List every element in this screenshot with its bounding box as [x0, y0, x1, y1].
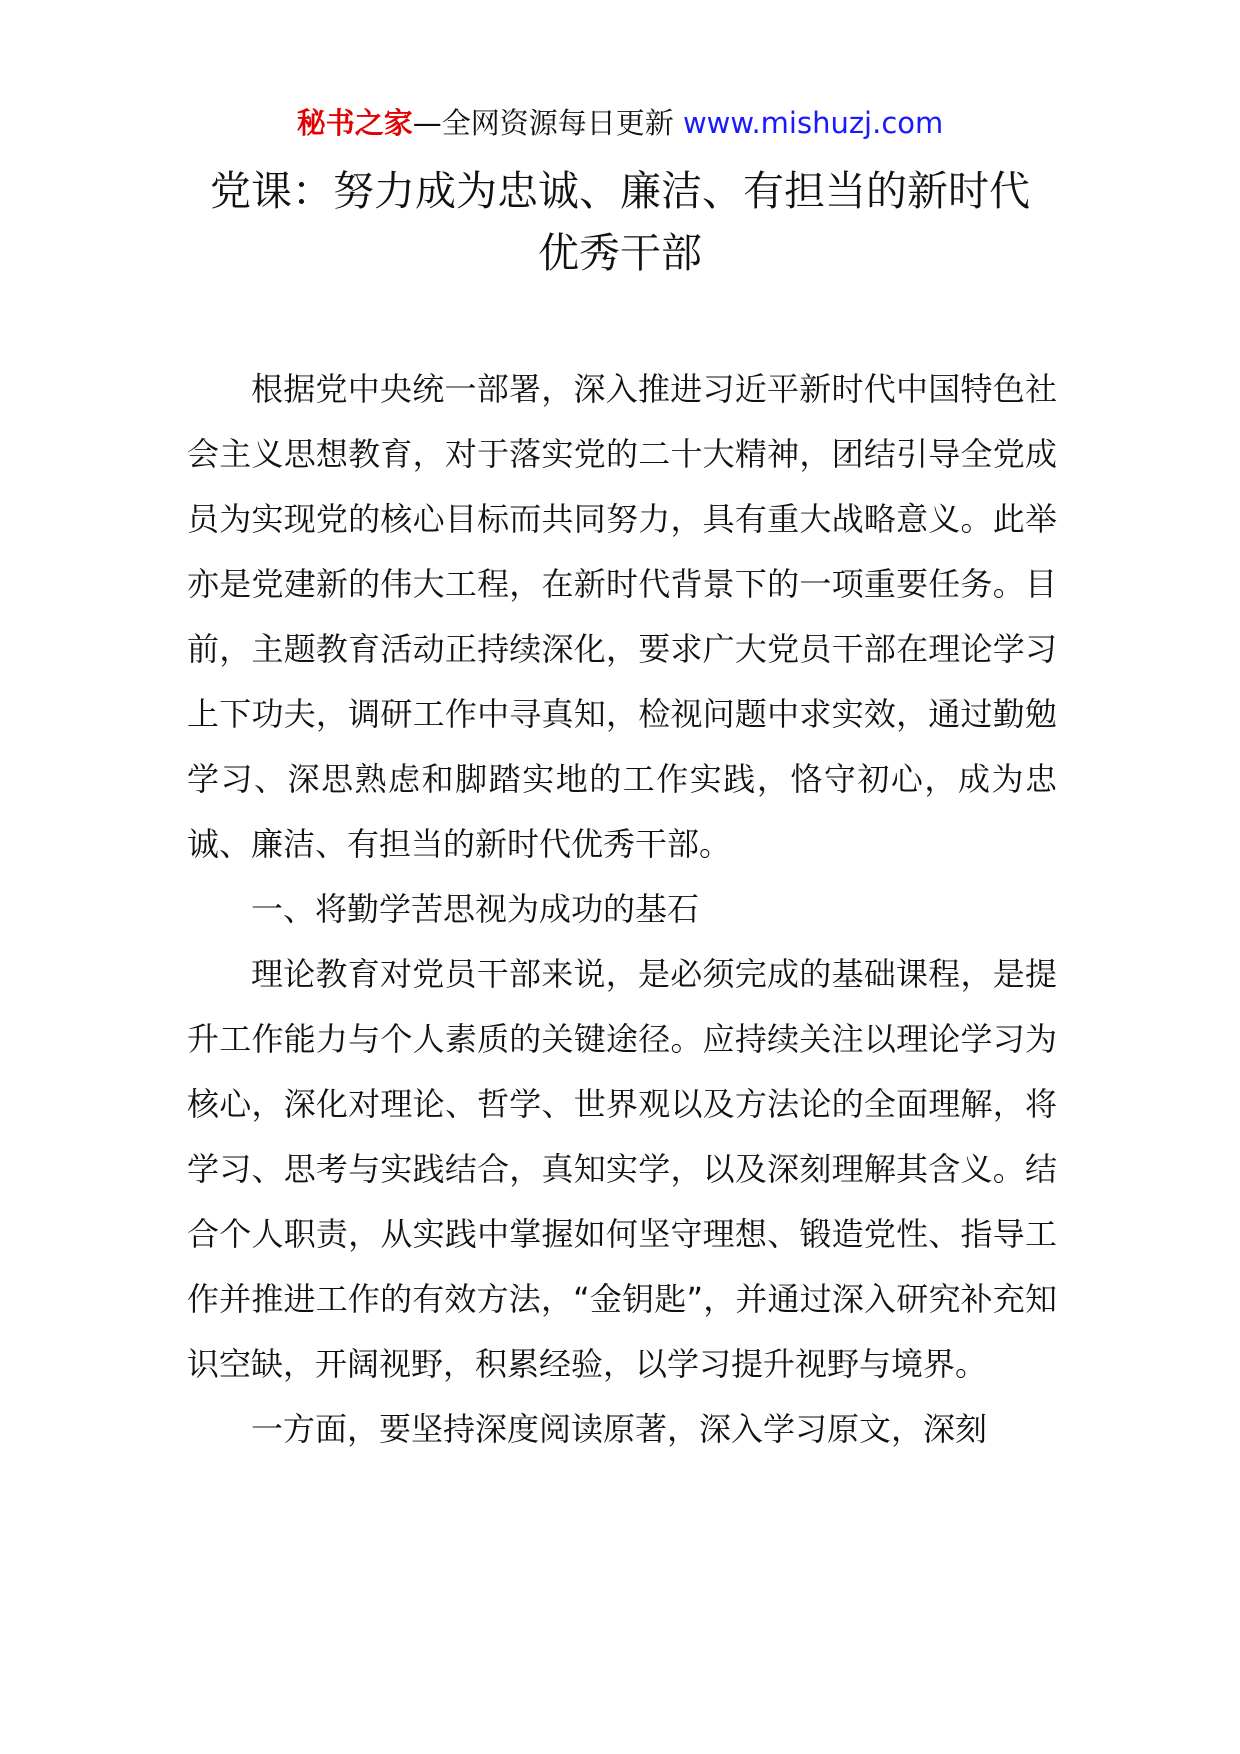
document-title: [150, 160, 1090, 284]
document-body: [187, 357, 1057, 1462]
site-banner: [0, 103, 1240, 143]
body-paragraph: 一方面，要坚持深度阅读原著，深入学习原文，深刻: [251, 1410, 988, 1448]
section-heading: 一、将勤学苦思视为成功的基石: [251, 890, 700, 928]
title-line-1: 党课：努力成为忠诚、廉洁、有担当的新时代: [210, 167, 1030, 215]
body-paragraph: 理论教育对党员干部来说，是必须完成的基础课程，是提升工作能力与个人素质的关键途径。应持续关注以理论学习为核心，深化对理论、哲学、世界观以及方法论的全面理解，将学习、思考与实践结合，真知实学，以及深刻理解其含义。结合个人职责，从实践中掌握如何坚守理想、锻造党性、指导工作并推进工作的有效方法，“金钥匙”，并通过深入研究补充知识空缺，开阔视野，积累经验，以学习提升视野与境界。: [187, 955, 1057, 1383]
body-paragraph: 根据党中央统一部署，深入推进习近平新时代中国特色社会主义思想教育，对于落实党的二十大精神，团结引导全党成员为实现党的核心目标而共同努力，具有重大战略意义。此举亦是党建新的伟大工程，在新时代背景下的一项重要任务。目前，主题教育活动正持续深化，要求广大党员干部在理论学习上下功夫，调研工作中寻真知，检视问题中求实效，通过勤勉学习、深思熟虑和脚踏实地的工作实践，恪守初心，成为忠诚、廉洁、有担当的新时代优秀干部。: [187, 370, 1057, 863]
banner-tagline: —全网资源每日更新: [412, 106, 674, 140]
title-line-2: 优秀干部: [538, 229, 702, 277]
banner-url-link[interactable]: www.mishuzj.com: [682, 106, 944, 140]
banner-brand: 秘书之家: [296, 106, 413, 140]
